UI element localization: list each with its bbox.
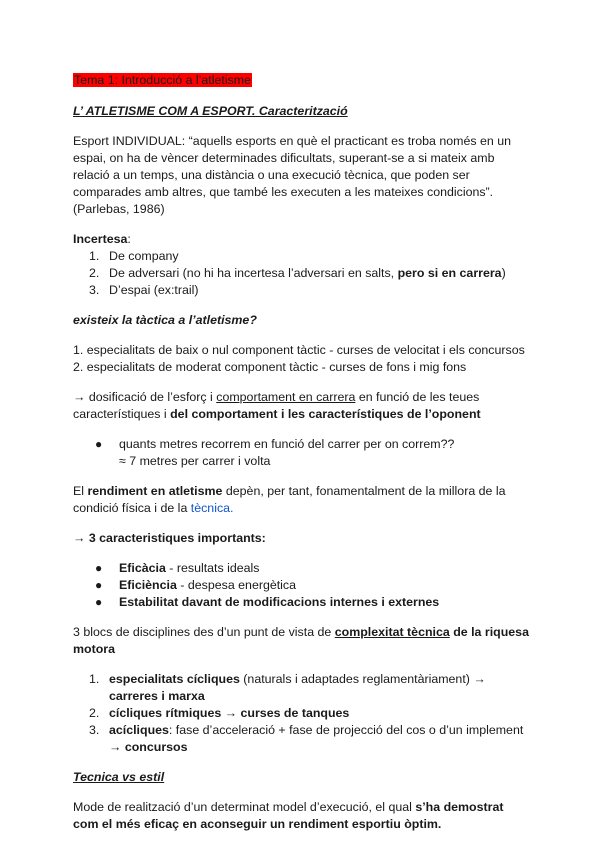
metres-list [95,436,530,470]
list-text-bold: → concursos [109,740,188,754]
list-text-bold: cícliques rítmiques → curses de tanques [109,706,350,720]
text-span: 3 blocs de disciplines des d’un punt de vista de [73,625,335,639]
blocs-paragraph [73,624,530,658]
text-span: Mode de realització d’un determinat model d’execució, el qual [73,800,416,814]
text-bold: s’ha demostrat com el més eficaç en aconseguir un rendiment esportiu òptim. [73,800,504,831]
text-span: → dosificació de l’esforç i [73,390,217,404]
list-text: quants metres recorrem en funció del carrer per on correm?? [119,437,455,451]
bullet-icon: ● [95,578,103,592]
incertesa-heading: Incertesa [73,232,128,246]
tecnica-paragraph [73,799,530,833]
tactica-line-1: 1. especialitats de baix o nul component tàctic - curses de velocitat i els concursos [73,343,525,357]
list-number: 2. [89,706,100,720]
tactica-block [73,342,530,376]
list-text-bold: Eficàcia [119,561,166,575]
list-item [89,671,530,705]
list-item [95,577,530,594]
tecnica-heading: Tecnica vs estil [73,770,165,784]
tecnica-link[interactable]: tècnica [190,501,231,515]
tactica-heading: existeix la tàctica a l’atletisme? [73,313,257,327]
list-number: 1. [89,672,100,686]
list-text: D’espai (ex:trail) [109,283,199,297]
bullet-icon: ● [95,437,103,451]
text-bold: rendiment en atletisme [87,484,223,498]
list-item [89,265,530,282]
list-text-bold: acícliques [109,723,169,737]
caracteristiques-list [95,560,530,611]
list-text: (naturals i adaptades reglamentàriament) → [239,672,486,686]
list-text: ) [501,266,506,280]
text-span: en funció de les teues característiques i [73,390,480,421]
page-title: Tema 1: Introducció a l’atletisme [74,73,251,87]
caracteristiques-heading: → 3 caracteristiques importants: [73,531,266,545]
list-text: De adversari (no hi ha incertesa l’adversari en salts, [109,266,398,280]
list-text-bold: Eficiència [119,578,177,592]
title-line [73,72,530,89]
list-item [89,705,530,722]
blocs-list [89,671,530,756]
text-span: . [230,501,234,515]
list-item [95,436,530,470]
incertesa-heading-line [73,231,530,248]
tactica-line-2: 2. especialitats de moderat component tàctic - curses de fons i mig fons [73,360,467,374]
list-text: ≈ 7 metres per carrer i volta [119,454,271,468]
dosificacio-paragraph [73,389,530,423]
list-text-bold: carreres i marxa [109,689,205,703]
list-text: - despesa energètica [176,578,297,592]
incertesa-list [89,248,530,299]
list-text-bold: Estabilitat davant de modificacions internes i externes [119,595,440,609]
list-text-bold: pero si en carrera [397,266,502,280]
text-span: El [73,484,88,498]
rendiment-paragraph [73,483,530,517]
bullet-icon: ● [95,595,103,609]
list-text: De company [109,249,179,263]
intro-paragraph: Esport INDIVIDUAL: “aquells esports en què el practicant es troba només en un espai, on ha de vèncer determinades dificultats, superant-se a si mateix amb relació a un temps, una distància o una execució tècnica, que poden ser comparades amb altres, que també les executen a les mateixes condicions”. (Parlebas, 1986) [73,134,512,216]
list-number: 3. [89,723,100,737]
list-item [95,594,530,611]
list-text-bold: especialitats cícliques [109,672,240,686]
section-subtitle: L’ ATLETISME COM A ESPORT. Caracterització [73,104,348,118]
text-bold-underlined: complexitat tècnica [334,625,450,639]
text-bold: de la riquesa motora [73,625,529,656]
text-bold: del comportament i les característiques de l’oponent [170,407,481,421]
incertesa-colon: : [127,232,131,246]
list-number: 3. [89,283,100,297]
text-span: depèn, per tant, fonamentalment de la millora de la condició física i de la [73,484,506,515]
text-underlined: comportament en carrera [216,390,356,404]
list-number: 2. [89,266,100,280]
list-item [89,722,530,756]
list-item [89,282,530,299]
list-item [89,248,530,265]
list-number: 1. [89,249,100,263]
list-text: - resultats ideals [165,561,260,575]
bullet-icon: ● [95,561,103,575]
list-text: : fase d’acceleració + fase de projecció del cos o d’un implement [168,723,524,737]
list-item [95,560,530,577]
